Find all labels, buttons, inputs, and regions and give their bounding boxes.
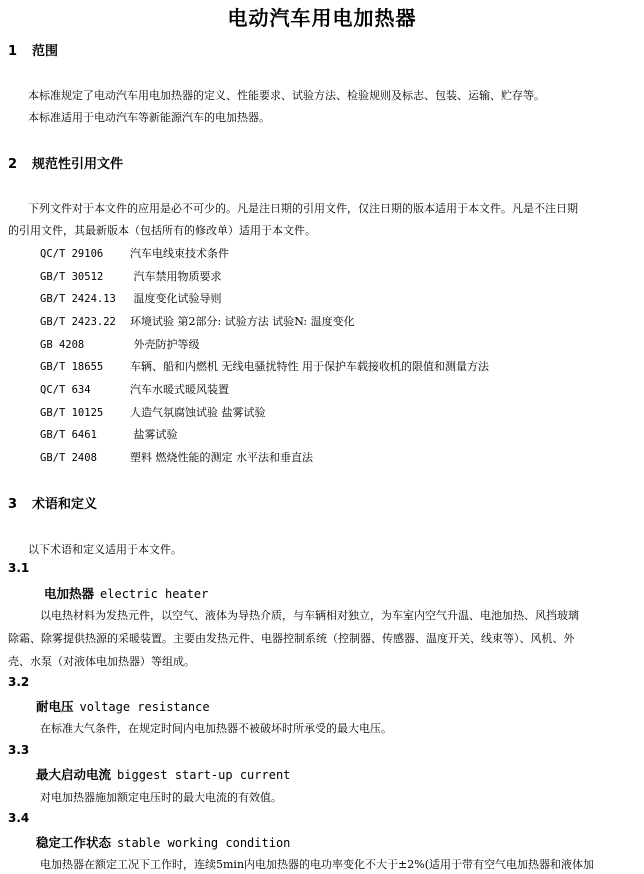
reference-code: GB/T 2408 (40, 452, 97, 464)
scope-paragraph-1: 本标准规定了电动汽车用电加热器的定义、性能要求、试验方法、检验规则及标志、包装、运输、贮存等。 (28, 89, 545, 102)
term-heading (36, 833, 290, 851)
reference-item (40, 313, 355, 329)
section-title: 术语和定义 (32, 497, 98, 512)
term-chinese: 稳定工作状态 (36, 835, 112, 850)
reference-code: QC/T 29106 (40, 248, 104, 260)
term-english: biggest start-up current (117, 768, 291, 782)
reference-code: GB/T 18655 (40, 361, 104, 373)
reference-title: 盐雾试验 (130, 428, 178, 441)
term-heading (44, 584, 208, 602)
reference-item (40, 449, 313, 465)
term-english: electric heater (100, 587, 209, 601)
references-intro-line-2: 的引用文件，其最新版本（包括所有的修改单）适用于本文件。 (8, 224, 316, 237)
section-1-heading (8, 40, 58, 59)
section-number: 2 (8, 157, 18, 172)
section-2-heading (8, 153, 123, 172)
reference-title: 汽车水暖式暖风装置 (130, 383, 229, 396)
reference-title: 人造气氛腐蚀试验 盐雾试验 (130, 406, 266, 419)
reference-item (40, 245, 229, 261)
term-number: 3.4 (8, 811, 30, 825)
term-definition-line: 壳、水泵（对液体电加热器）等组成。 (8, 655, 195, 668)
term-definition-line: 以电热材料为发热元件，以空气、液体为导热介质，与车辆相对独立，为车室内空气升温、电池加热、风挡玻璃 (40, 609, 579, 622)
reference-item (40, 426, 178, 442)
reference-code: GB/T 2423.22 (40, 316, 116, 328)
section-title: 规范性引用文件 (32, 157, 124, 172)
term-definition-line: 对电加热器施加额定电压时的最大电流的有效值。 (40, 791, 282, 804)
term-heading (36, 765, 290, 783)
reference-code: GB/T 6461 (40, 429, 97, 441)
reference-item (40, 290, 222, 306)
reference-title: 环境试验 第2部分: 试验方法 试验N: 温度变化 (130, 315, 355, 328)
scope-paragraph-2: 本标准适用于电动汽车等新能源汽车的电加热器。 (28, 111, 270, 124)
term-chinese: 最大启动电流 (36, 767, 112, 782)
reference-code: GB/T 2424.13 (40, 293, 116, 305)
reference-title: 汽车禁用物质要求 (130, 270, 222, 283)
reference-title: 塑料 燃烧性能的测定 水平法和垂直法 (130, 451, 313, 464)
term-english: stable working condition (117, 836, 291, 850)
references-intro-line-1: 下列文件对于本文件的应用是必不可少的。凡是注日期的引用文件，仅注日期的版本适用于本文件。凡是不注日期 (28, 202, 578, 215)
term-definition-line: 在标准大气条件，在规定时间内电加热器不被破坏时所承受的最大电压。 (40, 722, 392, 735)
term-definition-line: 电加热器在额定工况下工作时，连续5min内电加热器的电功率变化不大于±2%(适用于带有空气电加热器和液体加 (40, 858, 594, 871)
term-number: 3.2 (8, 675, 30, 689)
term-english: voltage resistance (79, 700, 210, 714)
reference-code: GB/T 30512 (40, 271, 104, 283)
reference-item (40, 404, 266, 420)
reference-item (40, 268, 222, 284)
reference-item (40, 358, 489, 374)
term-definition-line: 除霜、除雾提供热源的采暖装置。主要由发热元件、电器控制系统（控制器、传感器、温度开关、线束等）、风机、外 (8, 632, 575, 645)
reference-code: QC/T 634 (40, 384, 91, 396)
terms-intro: 以下术语和定义适用于本文件。 (28, 543, 182, 556)
reference-title: 温度变化试验导则 (130, 292, 222, 305)
term-heading (36, 697, 210, 715)
reference-item (40, 336, 200, 352)
reference-title: 汽车电线束技术条件 (130, 247, 229, 260)
section-number: 1 (8, 44, 18, 59)
reference-item (40, 381, 229, 397)
reference-code: GB/T 10125 (40, 407, 104, 419)
section-number: 3 (8, 497, 18, 512)
section-title: 范围 (32, 44, 59, 59)
term-chinese: 耐电压 (36, 699, 74, 714)
reference-title: 车辆、船和内燃机 无线电骚扰特性 用于保护车载接收机的限值和测量方法 (130, 360, 489, 373)
document-title: 电动汽车用电加热器 (227, 6, 417, 30)
section-3-heading (8, 493, 97, 512)
reference-code: GB 4208 (40, 339, 85, 351)
reference-title: 外壳防护等级 (130, 338, 200, 351)
term-chinese: 电加热器 (44, 586, 95, 601)
term-number: 3.3 (8, 743, 30, 757)
term-number: 3.1 (8, 561, 30, 575)
